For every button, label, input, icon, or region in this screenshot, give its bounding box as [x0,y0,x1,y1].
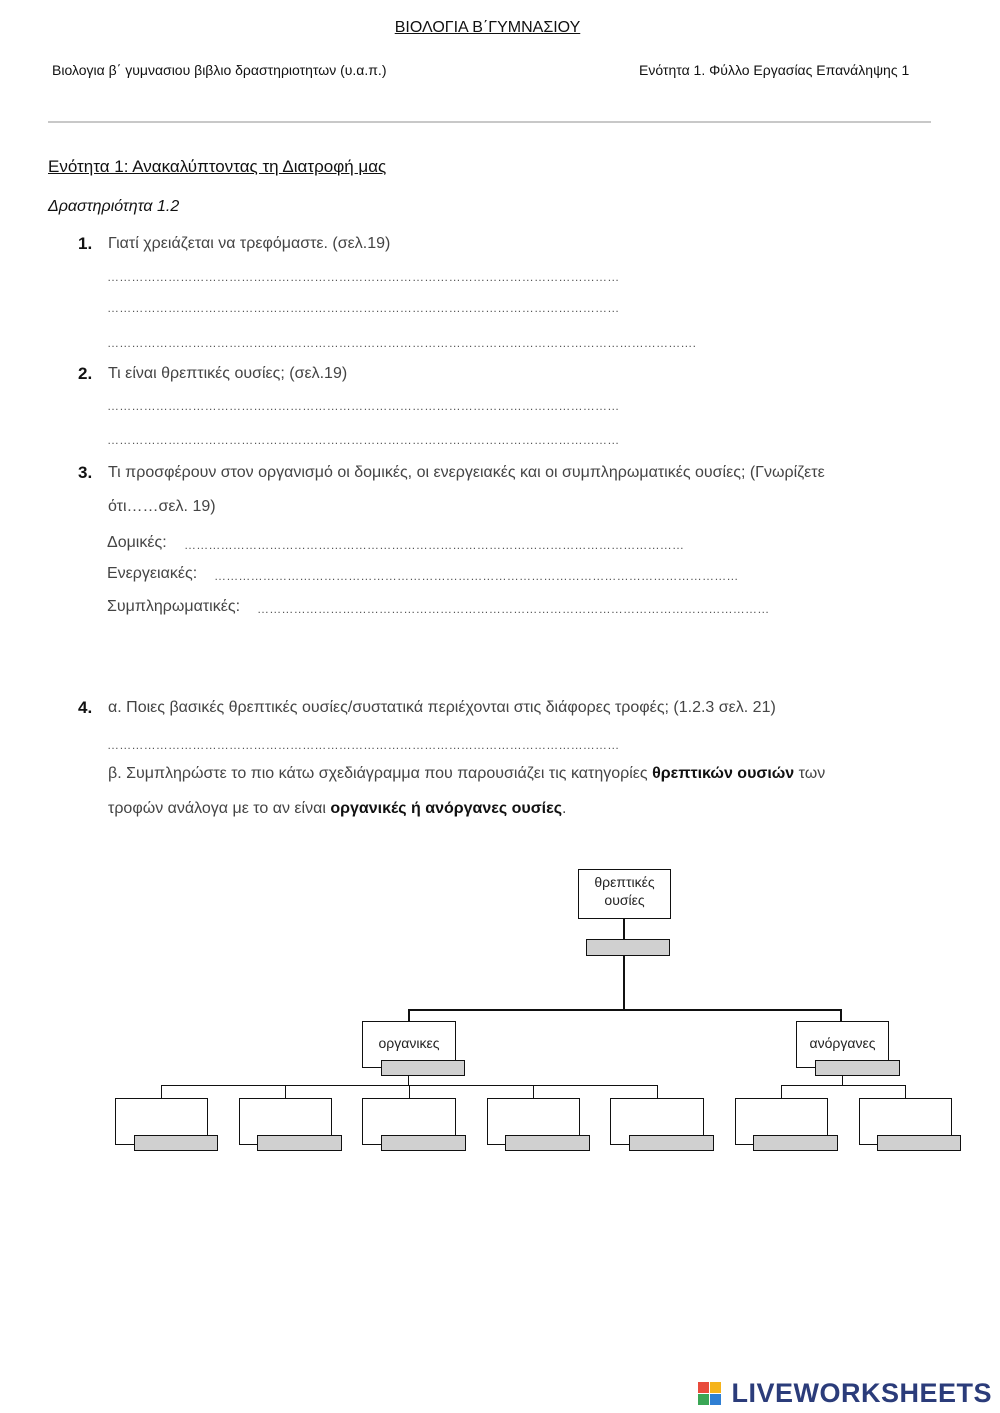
answer-line[interactable]: ……………………………………………………………………………………………………………… [107,399,620,413]
root-input-box[interactable] [586,939,670,956]
question-2-number: 2. [78,364,93,383]
connector-line [657,1085,658,1098]
answer-line[interactable]: ……………………………………………………………………………………………………………… [107,433,620,447]
question-3-text-line1: Τι προσφέρουν στον οργανισμό οι δομικές, οι ενεργειακές και οι συμπληρωματικές ουσίες; (Γνωρίζετε [108,464,825,481]
organic-input-box[interactable] [381,1060,465,1076]
question-3-number: 3. [78,463,93,482]
connector-line [623,956,625,1010]
activity-title: Δραστηριότητα 1.2 [48,198,180,215]
answer-line-supplementary[interactable]: ……………………………………………………………………………………………………………… [257,602,770,616]
question-3-text-line2: ότι……σελ. 19) [108,498,216,515]
root-label: θρεπτικές ουσίες [594,874,655,908]
answer-line-structural[interactable]: …………………………………………………………………………………………………………… [184,538,685,552]
question-4b-line2: τροφών ανάλογα με το αν είναι οργανικές ή ανόργανες ουσίες. [108,800,567,817]
liveworksheets-logo-icon [698,1382,722,1406]
answer-line-energy[interactable]: ………………………………………………………………………………………………………………… [214,569,739,583]
question-4-number: 4. [78,698,93,717]
answer-line[interactable]: ……………………………………………………………………………………………………………… [107,270,620,284]
inorganic-input-box[interactable] [815,1060,900,1076]
inorganic-child-input-box[interactable] [877,1135,961,1151]
question-1-number: 1. [78,234,93,253]
unit-title: Ενότητα 1: Ανακαλύπτοντας τη Διατροφή μας [48,157,387,176]
header-left: Βιολογια β΄ γυμνασιου βιβλιο δραστηριοτητων (υ.α.π.) [52,62,387,78]
page-title: ΒΙΟΛΟΓΙΑ Β΄ΓΥΜΝΑΣΙΟΥ [394,19,581,36]
connector-line [623,919,625,939]
answer-line[interactable]: ………………………………………………………………………………………………………………………………. [107,336,697,350]
question-4a-text: α. Ποιες βασικές θρεπτικές ουσίες/συστατικά περιέχονται στις διάφορες τροφές; (1.2.3 σελ. 21) [108,699,776,716]
connector-line [409,1085,410,1098]
inorganic-label: ανόργανες [809,1035,876,1051]
organic-child-input-box[interactable] [629,1135,714,1151]
organic-child-input-box[interactable] [257,1135,342,1151]
connector-line [905,1085,906,1098]
connector-line [533,1085,534,1098]
label-structural: Δομικές: [107,534,167,551]
header-right: Ενότητα 1. Φύλλο Εργασίας Επανάληψης 1 [639,62,910,78]
liveworksheets-logo: LIVEWORKSHEETS [731,1378,992,1408]
question-2-text: Τι είναι θρεπτικές ουσίες; (σελ.19) [108,365,348,382]
organic-label: οργανικες [378,1035,440,1051]
answer-line[interactable]: ……………………………………………………………………………………………………………… [107,301,620,315]
connector-line [781,1085,905,1086]
organic-child-input-box[interactable] [381,1135,466,1151]
connector-line [781,1085,782,1098]
label-supplementary: Συμπληρωματικές: [107,598,241,615]
inorganic-child-input-box[interactable] [753,1135,838,1151]
organic-child-input-box[interactable] [134,1135,218,1151]
answer-line[interactable]: ……………………………………………………………………………………………………………… [107,738,620,752]
connector-line [161,1085,162,1098]
organic-child-input-box[interactable] [505,1135,590,1151]
connector-line [285,1085,286,1098]
connector-line [408,1009,842,1011]
label-energy: Ενεργειακές: [107,565,198,582]
question-4b-line1: β. Συμπληρώστε το πιο κάτω σχεδιάγραμμα που παρουσιάζει τις κατηγορίες θρεπτικών ουσιών των [108,765,826,782]
header-divider [48,121,931,123]
question-1-text: Γιατί χρειάζεται να τρεφόμαστε. (σελ.19) [108,235,391,252]
